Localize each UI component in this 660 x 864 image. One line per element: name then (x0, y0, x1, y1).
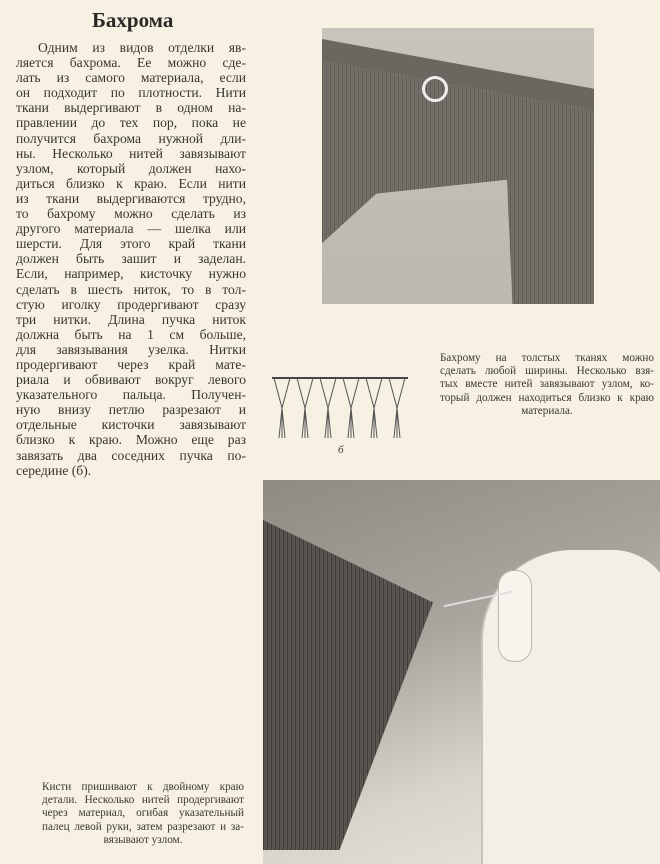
text-line: другого материала — шелка или (16, 221, 246, 237)
text-line: близко к краю. Можно еще раз (16, 432, 246, 448)
text-line: Бахрому на толстых тканях можно (440, 352, 654, 364)
text-line: ны. Несколько нитей завязывают (16, 145, 246, 161)
text-line: узлом, который должен нахо- (16, 160, 246, 176)
text-line: из ткани выдергиваются трудно, (16, 190, 246, 206)
tassel (366, 378, 382, 438)
caption-top (440, 352, 654, 418)
text-line: палец левой руки, затем разрезают и за- (42, 820, 244, 833)
text-line: тых вместе нитей завязывают узлом, ко- (440, 378, 654, 391)
text-line: то бахрому можно сделать из (16, 206, 246, 222)
diagram-label: б (338, 444, 344, 456)
tassel (320, 378, 336, 438)
text-line: вязывают узлом. (103, 833, 183, 846)
text-line: детали. Несколько нитей продергивают (42, 794, 244, 807)
text-line: ткани выдергивают в одном на- (16, 100, 246, 116)
text-line: ную внизу петлю разрезают и (16, 402, 246, 418)
tassel-diagram (268, 368, 412, 444)
text-line: он подходит по плотности. Нити (16, 85, 246, 101)
text-line: для завязывания узелка. Нитки (16, 341, 246, 357)
text-line: должна быть на 1 см больше, (16, 326, 246, 342)
knot-detail (422, 76, 448, 102)
text-line: риала и обвивают вокруг левого (16, 372, 246, 388)
text-line: указательного пальца. Получен- (16, 387, 246, 403)
text-line: торый должен находиться близко к краю (440, 391, 654, 404)
body-text (16, 40, 246, 478)
text-line: отдельные кисточки завязывают (16, 417, 246, 433)
tassel (274, 378, 290, 438)
tassel-threads (263, 520, 433, 850)
text-line: лать из самого материала, если (16, 70, 246, 86)
text-line: стую иголку продергивают сразу (16, 296, 246, 312)
text-line: Одним из видов отделки яв- (38, 40, 246, 55)
text-line: продергивают через край мате- (16, 356, 246, 372)
text-line: шерсти. Для этого край ткани (16, 236, 246, 252)
text-line: ляется бахрома. Ее можно сде- (16, 55, 246, 71)
tassel (343, 378, 359, 438)
text-line: Кисти пришивают к двойному краю (42, 781, 244, 793)
thumb (498, 570, 532, 662)
page-title: Бахрома (92, 8, 174, 32)
text-line: Если, например, кисточку нужно (16, 266, 246, 282)
fringe-photo (322, 28, 594, 304)
tassel (389, 378, 405, 438)
text-line: через материал, огибая указательный (42, 807, 244, 820)
text-line: три нитки. Длина пучка ниток (16, 311, 246, 327)
text-line: завязать два соседних пучка по- (16, 447, 246, 463)
caption-bottom (42, 781, 244, 847)
text-line: сделать любой ширины. Несколько взя- (440, 365, 654, 378)
text-line: получится бахрома нужной дли- (16, 130, 246, 146)
text-line: середине (б). (16, 462, 92, 478)
tassel (297, 378, 313, 438)
text-line: правлении до тех пор, пока не (16, 115, 246, 131)
text-line: диться близко к краю. Если нити (16, 175, 246, 191)
text-line: сделать в шесть ниток, то в тол- (16, 281, 246, 297)
text-line: материала. (521, 404, 573, 417)
text-line: должен быть зашит и заделан. (16, 251, 246, 267)
sewing-photo (263, 480, 660, 864)
